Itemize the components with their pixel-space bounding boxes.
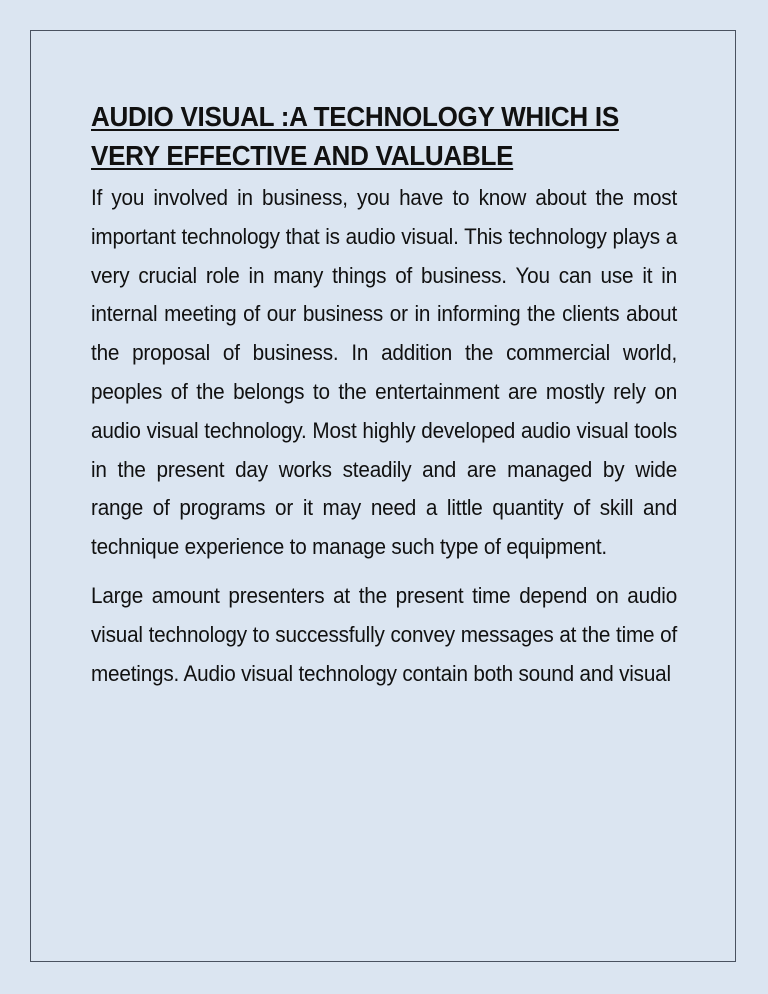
page-border-frame [30, 30, 736, 962]
paragraph-2: Large amount presenters at the present time depend on audio visual technology to successfully convey messages at the time of meetings. Audio visual technology contain both sound and visual [91, 582, 678, 686]
document-title: AUDIO VISUAL :A TECHNOLOGY WHICH IS VERY EFFECTIVE AND VALUABLE [91, 101, 619, 171]
paragraph-1: If you involved in business, you have to know about the most important technology that is audio visual. This technology plays a very crucial role in many things of business. You can use it in internal meeting of our business or in informing the clients about the proposal of business. In addition the commercial world, peoples of the belongs to the entertainment are mostly rely on audio visual technology. Most highly developed audio visual tools in the present day works steadily and are managed by wide range of programs or it may need a little quantity of skill and technique experience to manage such type of equipment. [91, 185, 678, 560]
document-content [91, 97, 677, 703]
